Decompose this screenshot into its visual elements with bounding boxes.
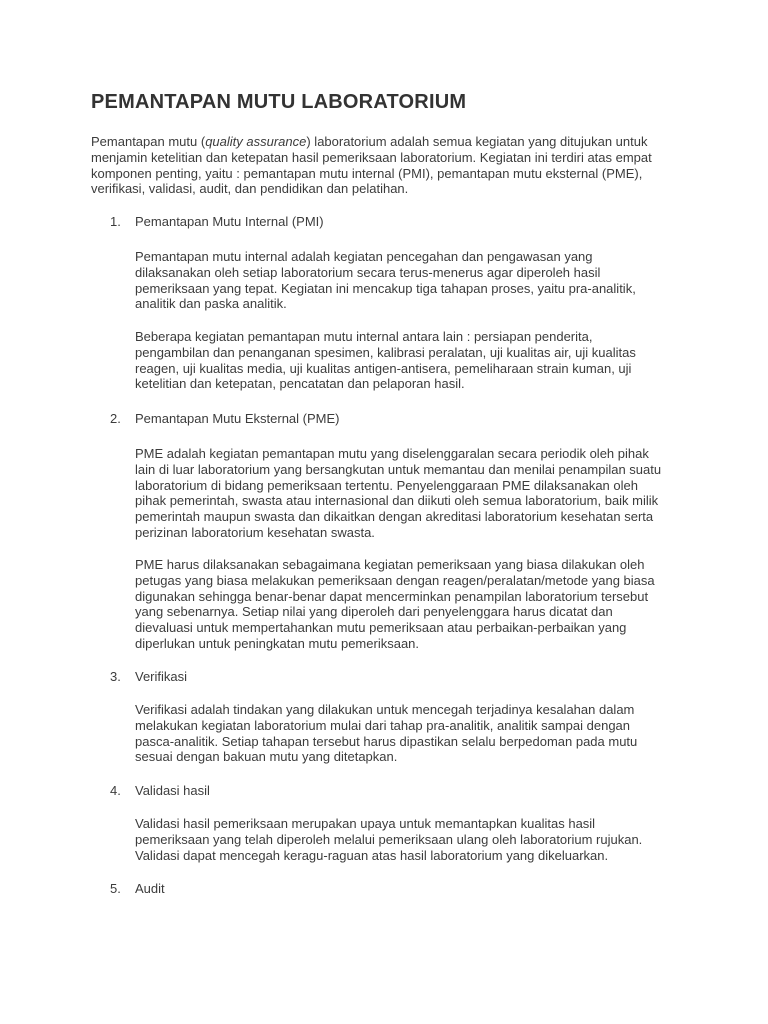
intro-paragraph xyxy=(91,134,652,197)
paragraph-line: Verifikasi adalah tindakan yang dilakukan untuk mencegah terjadinya kesalahan dalam xyxy=(135,702,635,717)
paragraph-line: melakukan kegiatan laboratorium mulai dari tahap pra-analitik, analitik sampai dengan xyxy=(135,717,631,733)
section-paragraph xyxy=(135,249,636,312)
section-number: 2. xyxy=(110,411,121,426)
paragraph-line: pihak pemerintah, swasta atau internasional dan diikuti oleh semua laboratorium, baik milik xyxy=(135,493,659,509)
intro-line: menjamin ketelitian dan ketepatan hasil pemeriksaan laboratorium. Kegiatan ini terdiri atas empat xyxy=(91,149,652,165)
section-number: 4. xyxy=(110,783,121,798)
paragraph-line: reagen, uji kualitas media, uji kualitas antigen-antisera, pemeliharaan strain kuman, uji xyxy=(135,360,632,376)
section-paragraph xyxy=(135,557,655,652)
intro-text: Pemantapan mutu ( xyxy=(91,134,206,149)
paragraph-line: Beberapa kegiatan pemantapan mutu internal antara lain : persiapan penderita, xyxy=(135,329,593,344)
paragraph-line: laboratorium di bidang pemeriksaan tertentu. Penyelenggaraan PME dilaksanakan oleh xyxy=(135,477,638,493)
paragraph-line: pasca-analitik. Setiap tahapan tersebut harus dipastikan selalu berpedoman pada mutu xyxy=(135,733,638,749)
paragraph-line: lain di luar laboratorium yang bersangkutan untuk memantau dan menilai penampilan suatu xyxy=(135,461,662,477)
paragraph-line: dilaksanakan oleh setiap laboratorium secara terus-menerus agar diperoleh hasil xyxy=(135,264,601,280)
section-paragraph xyxy=(135,446,661,541)
section-heading: Pemantapan Mutu Internal (PMI) xyxy=(135,214,324,229)
section-heading: Verifikasi xyxy=(135,669,188,684)
intro-line: verifikasi, validasi, audit, dan pendidikan dan pelatihan. xyxy=(91,181,409,197)
paragraph-line: petugas yang biasa melakukan pemeriksaan dengan reagen/peralatan/metode yang biasa xyxy=(135,572,655,588)
paragraph-line: PME harus dilaksanakan sebagaimana kegiatan pemeriksaan yang biasa dilakukan oleh xyxy=(135,557,645,572)
section-heading: Audit xyxy=(135,881,165,896)
paragraph-line: Pemantapan mutu internal adalah kegiatan pencegahan dan pengawasan yang xyxy=(135,249,593,264)
section-paragraph xyxy=(135,702,637,765)
paragraph-line: diperlukan untuk peningkatan mutu pemeriksaan. xyxy=(135,635,420,651)
document-title: PEMANTAPAN MUTU LABORATORIUM xyxy=(91,91,467,113)
paragraph-line: sesuai dengan bakuan mutu yang ditetapkan. xyxy=(135,749,398,765)
paragraph-line: Validasi hasil pemeriksaan merupakan upaya untuk memantapkan kualitas hasil xyxy=(135,816,596,831)
paragraph-line: dievaluasi untuk mempertahankan mutu pemeriksaan atau perbaikan-perbaikan yang xyxy=(135,620,627,636)
paragraph-line: ketelitian dan ketepatan, pencatatan dan pelaporan hasil. xyxy=(135,376,465,392)
paragraph-line: PME adalah kegiatan pemantapan mutu yang diselenggaralan secara periodik oleh pihak xyxy=(135,446,649,461)
paragraph-line: pengambilan dan penanganan spesimen, kalibrasi peralatan, uji kualitas air, uji kualitas xyxy=(135,344,636,360)
section-number: 1. xyxy=(110,214,121,229)
section-heading: Validasi hasil xyxy=(135,783,210,798)
paragraph-line: perizinan laboratorium kesehatan swasta. xyxy=(135,524,375,540)
intro-text: ) laboratorium adalah semua kegiatan yang ditujukan untuk xyxy=(306,134,648,149)
section-heading: Pemantapan Mutu Eksternal (PME) xyxy=(135,411,340,426)
paragraph-line: analitik dan paska analitik. xyxy=(135,296,287,312)
paragraph-line: pemerintah maupun swasta dan dikaitkan dengan akreditasi laboratorium kesehatan serta xyxy=(135,509,654,525)
paragraph-line: digunakan sehingga benar-benar dapat mencerminkan penampilan laboratorium tersebut xyxy=(135,588,649,604)
paragraph-line: Validasi dapat mencegah keragu-raguan atas hasil laboratorium yang dikeluarkan. xyxy=(135,847,609,863)
section-number: 5. xyxy=(110,881,121,896)
intro-line xyxy=(91,134,652,150)
section-number: 3. xyxy=(110,669,121,684)
section-paragraph xyxy=(135,329,636,392)
paragraph-line: yang sebenarnya. Setiap nilai yang diperoleh dari penyelenggara harus dicatat dan xyxy=(135,604,613,620)
paragraph-line: pemeriksaan yang tepat. Kegiatan ini mencakup tiga tahapan proses, yaitu pra-analitik, xyxy=(135,280,636,296)
paragraph-line: pemeriksaan yang telah diperoleh melalui pemeriksaan ulang oleh laboratorium rujukan. xyxy=(135,831,643,847)
section-paragraph xyxy=(135,816,642,863)
intro-italic-term: quality assurance xyxy=(205,134,307,149)
intro-line: komponen penting, yaitu : pemantapan mutu internal (PMI), pemantapan mutu eksternal (PME), xyxy=(91,165,643,181)
